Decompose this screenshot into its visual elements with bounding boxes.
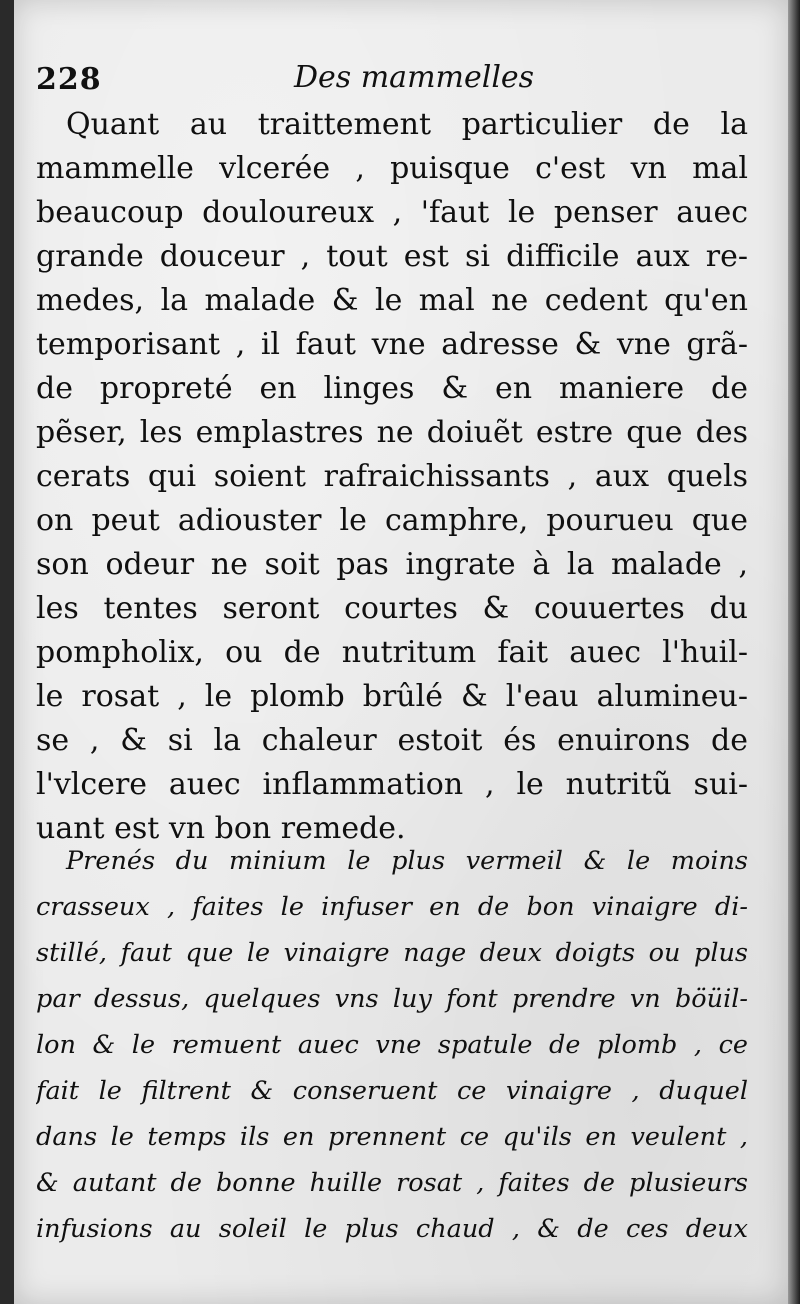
page-edge-shadow — [788, 0, 800, 1304]
text-line: Prenés du minium le plus vermeil & le moins — [66, 846, 748, 876]
text-line: lon & le remuent auec vne spatule de plomb , ce — [36, 1030, 748, 1060]
text-line: medes, la malade & le mal ne cedent qu'en — [36, 283, 748, 318]
text-line: l'vlcere auec inflammation , le nutritũ sui- — [36, 767, 748, 802]
paragraph-roman — [36, 103, 748, 851]
page-number: 228 — [36, 62, 102, 97]
text-line: & autant de bonne huille rosat , faites de plusieurs — [36, 1168, 748, 1198]
text-line: infusions au soleil le plus chaud , & de ces deux — [36, 1214, 748, 1244]
text-line: mammelle vlcerée , puisque c'est vn mal — [36, 151, 748, 186]
text-line: pompholix, ou de nutritum fait auec l'huil- — [36, 635, 748, 670]
text-line: par dessus, quelques vns luy font prendre vn böüil- — [36, 984, 748, 1014]
text-line: temporisant , il faut vne adresse & vne grã- — [36, 327, 748, 362]
text-line: de propreté en linges & en maniere de — [36, 371, 748, 406]
text-line: pẽser, les emplastres ne doiuẽt estre que des — [36, 415, 748, 450]
text-line: fait le filtrent & conseruent ce vinaigre , duquel — [36, 1076, 748, 1106]
text-line: Quant au traittement particulier de la — [66, 107, 748, 142]
text-line: grande douceur , tout est si difficile aux re- — [36, 239, 748, 274]
running-head: Des mammelles — [294, 60, 535, 95]
paragraph-italic — [36, 838, 748, 1252]
text-line: cerats qui soient rafraichissants , aux quels — [36, 459, 748, 494]
text-line: on peut adiouster le camphre, pourueu que — [36, 503, 748, 538]
book-page — [14, 0, 788, 1304]
text-line: se , & si la chaleur estoit és enuirons de — [36, 723, 748, 758]
text-line: beaucoup douloureux , 'faut le penser auec — [36, 195, 748, 230]
text-line: crasseux , faites le infuser en de bon vinaigre di- — [36, 892, 748, 922]
text-line: son odeur ne soit pas ingrate à la malade , — [36, 547, 748, 582]
page-header — [36, 58, 736, 104]
text-line: stillé, faut que le vinaigre nage deux doigts ou plus — [36, 938, 748, 968]
text-line: dans le temps ils en prennent ce qu'ils en veulent , — [36, 1122, 748, 1152]
text-line: les tentes seront courtes & couuertes du — [36, 591, 748, 626]
text-line: le rosat , le plomb brûlé & l'eau alumineu- — [36, 679, 748, 714]
text-line: uant est vn bon remede. — [36, 811, 406, 846]
